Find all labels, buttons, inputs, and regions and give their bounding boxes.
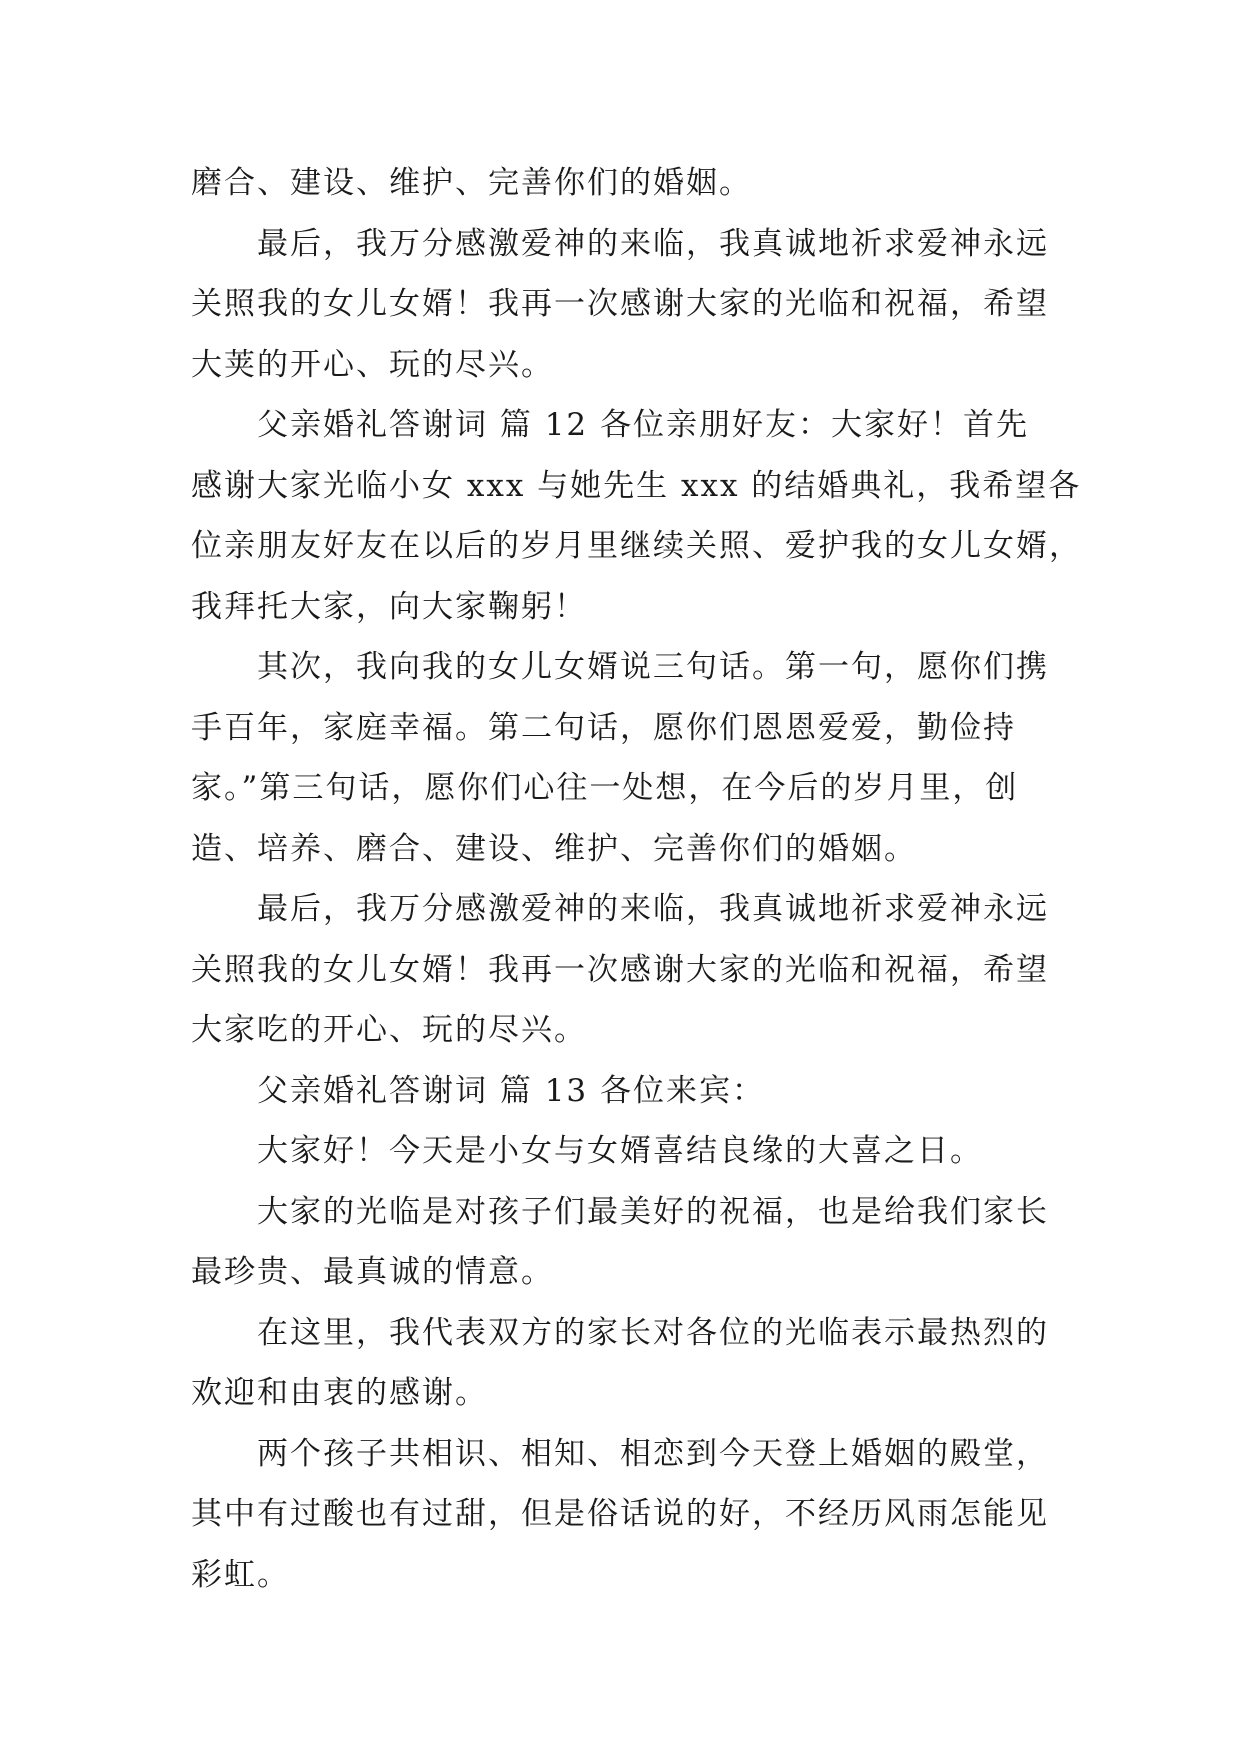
text-line: 最后，我万分感激爱神的来临，我真诚地祈求爱神永远: [257, 225, 1049, 262]
text-line: 彩虹。: [191, 1556, 290, 1593]
text-line: 在这里，我代表双方的家长对各位的光临表示最热烈的: [257, 1314, 1049, 1351]
document-body: [191, 153, 1082, 1605]
text-line: 最珍贵、最真诚的情意。: [191, 1254, 554, 1290]
text-line: 造、培养、磨合、建设、维护、完善你们的婚姻。: [191, 830, 917, 867]
text-line: 磨合、建设、维护、完善你们的婚姻。: [191, 165, 752, 201]
text-line: 其次，我向我的女儿女婿说三句话。第一句，愿你们携: [257, 649, 1049, 685]
text-line: 关照我的女儿女婿！我再一次感谢大家的光临和祝福，希望: [191, 286, 1049, 322]
text-line: 其中有过酸也有过甜，但是俗话说的好，不经历风雨怎能见: [191, 1496, 1049, 1532]
text-line: 大荚的开心、玩的尽兴。: [191, 346, 554, 383]
text-line: 感谢大家光临小女 xxx 与她先生 xxx 的结婚典礼，我希望各: [191, 467, 1082, 504]
text-line: 最后，我万分感激爱神的来临，我真诚地祈求爱神永远: [257, 891, 1049, 927]
text-line: 关照我的女儿女婿！我再一次感谢大家的光临和祝福，希望: [191, 951, 1049, 988]
text-line: 我拜托大家，向大家鞠躬！: [191, 588, 587, 625]
text-line: 两个孩子共相识、相知、相恋到今天登上婚姻的殿堂，: [257, 1435, 1049, 1472]
section-heading-line: 父亲婚礼答谢词 篇 12 各位亲朋好友：大家好！首先: [257, 407, 1030, 443]
text-line: 大家好！今天是小女与女婿喜结良缘的大喜之日。: [257, 1133, 983, 1169]
section-heading-line: 父亲婚礼答谢词 篇 13 各位来宾：: [257, 1072, 766, 1109]
text-line: 位亲朋友好友在以后的岁月里继续关照、爱护我的女儿女婿，: [191, 528, 1082, 564]
text-line: 大家的光临是对孩子们最美好的祝福，也是给我们家长: [257, 1193, 1049, 1230]
text-line: 大家吃的开心、玩的尽兴。: [191, 1012, 587, 1048]
text-line: 家。”第三句话，愿你们心往一处想，在今后的岁月里，创: [191, 770, 1019, 806]
text-line: 欢迎和由衷的感谢。: [191, 1375, 488, 1411]
text-line: 手百年，家庭幸福。第二句话，愿你们恩恩爱爱，勤俭持: [191, 709, 1016, 746]
